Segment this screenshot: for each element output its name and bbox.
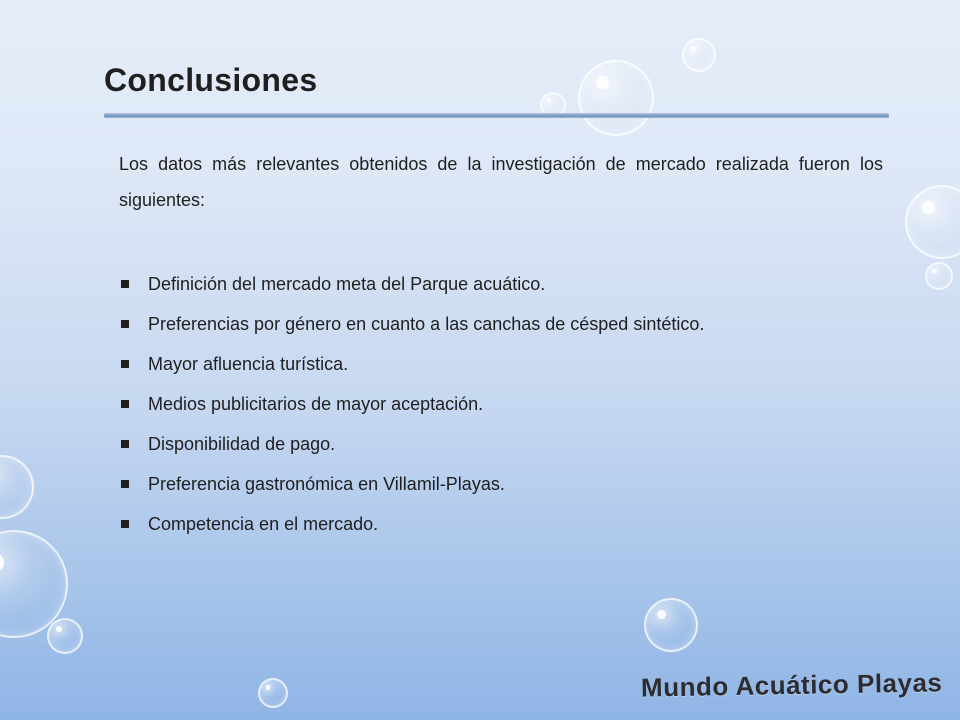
- list-item-text: Disponibilidad de pago.: [148, 434, 336, 454]
- list-item: [119, 506, 899, 546]
- list-item: [119, 386, 899, 426]
- list-item-text: Competencia en el mercado.: [148, 514, 379, 534]
- list-item: [119, 266, 899, 306]
- list-item: [119, 466, 899, 506]
- slide-title: Conclusiones: [104, 62, 318, 98]
- decorative-bubble: [0, 455, 34, 519]
- square-bullet-icon: [121, 440, 129, 448]
- square-bullet-icon: [121, 400, 129, 408]
- square-bullet-icon: [121, 360, 129, 368]
- list-item-text: Mayor afluencia turística.: [148, 354, 349, 374]
- list-item-text: Preferencia gastronómica en Villamil-Playas.: [148, 474, 505, 494]
- list-item: [119, 346, 899, 386]
- decorative-bubble: [925, 262, 953, 290]
- conclusion-list: [119, 266, 899, 546]
- list-item: [119, 306, 899, 346]
- square-bullet-icon: [121, 320, 129, 328]
- brand-logo-text: Mundo Acuático Playas: [640, 667, 943, 703]
- decorative-bubble: [682, 38, 716, 72]
- title-underline: [104, 113, 889, 118]
- list-item: [119, 426, 899, 466]
- decorative-bubble: [905, 185, 960, 259]
- list-item-text: Preferencias por género en cuanto a las canchas de césped sintético.: [148, 314, 705, 334]
- list-item-text: Medios publicitarios de mayor aceptación.: [148, 394, 484, 414]
- square-bullet-icon: [121, 520, 129, 528]
- decorative-bubble: [578, 60, 654, 136]
- decorative-bubble: [47, 618, 83, 654]
- intro-paragraph: Los datos más relevantes obtenidos de la investigación de mercado realizada fueron los siguientes:: [119, 154, 883, 210]
- decorative-bubble: [644, 598, 698, 652]
- square-bullet-icon: [121, 280, 129, 288]
- square-bullet-icon: [121, 480, 129, 488]
- decorative-bubble: [258, 678, 288, 708]
- list-item-text: Definición del mercado meta del Parque acuático.: [148, 274, 546, 294]
